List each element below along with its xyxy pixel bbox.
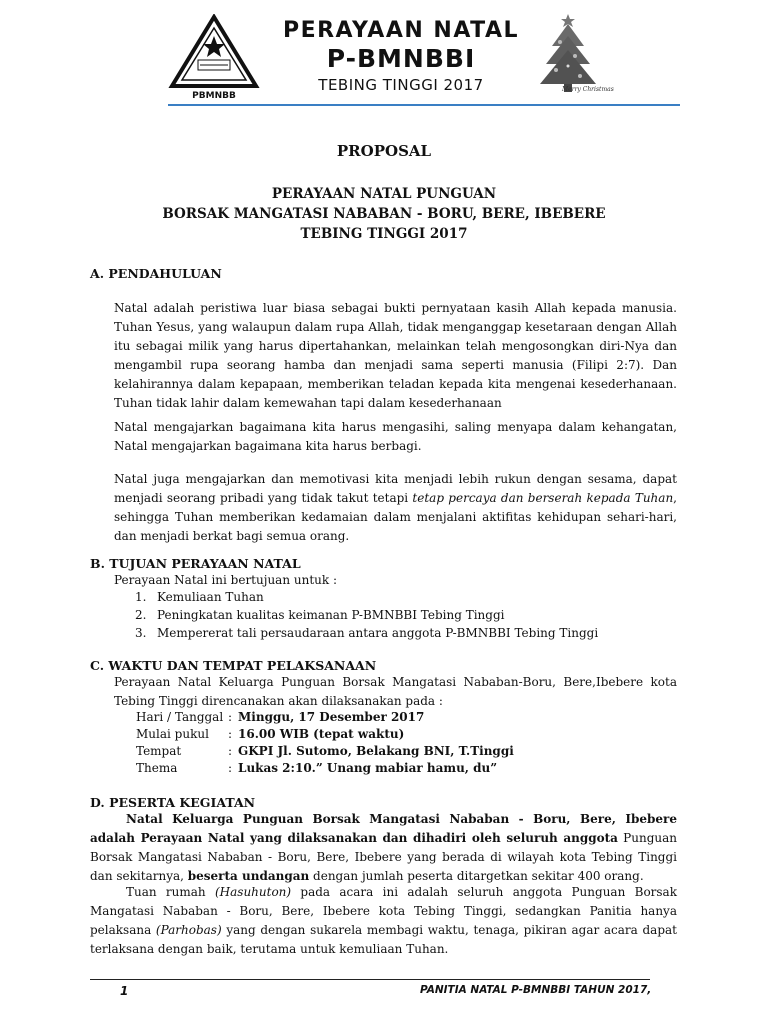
header-title-line2: P-BMNBBI bbox=[326, 44, 476, 73]
section-a-paragraph-1: Natal adalah peristiwa luar biasa sebagai bukti pernyataan kasih Allah kepada manusia. Tuhan Yesus, yang walaupun dalam rupa Allah, tidak menganggap kesetaraan dengan Allah itu sebagai milik yang harus dipertahankan, melainkan telah mengosongkan diri-Nya dan mengambil rupa seorang hamba dan menjadi sama seperti manusia (Filipi 2:7). Dan kelahirannya dalam kepapaan, memberikan teladan kepada kita mengenai kesederhanaan. Tuhan tidak lahir dalam kemewahan tapi dalam kesederhanaan bbox=[114, 301, 677, 410]
section-d-paragraph-1: Natal Keluarga Punguan Borsak Mangatasi Nababan - Boru, Bere, Ibebere adalah Perayaan Natal yang dilaksanakan dan dihadiri oleh seluruh anggota Punguan Borsak Mangatasi Nababan - Boru, Bere, Ibebere yang berada di wilayah kota Tebing Tinggi dan sekitarnya, beserta undangan dengan jumlah peserta ditargetkan sekitar 400 orang. bbox=[90, 812, 677, 883]
section-d-paragraph-2: Tuan rumah (Hasuhuton) pada acara ini adalah seluruh anggota Punguan Borsak Mangatasi Nababan - Boru, Bere, Ibebere kota Tebing Tinggi, sedangkan Panitia hanya pelaksana (Parhobas) yang dengan sukarela membagi waktu, tenaga, pikiran agar acara dapat terlaksana dengan baik, terutama untuk kemuliaan Tuhan. bbox=[90, 885, 677, 956]
list-item: 2. Peningkatan kualitas keimanan P-BMNBBI Tebing Tinggi bbox=[135, 608, 505, 622]
schedule-row-place: Tempat : GKPI Jl. Sutomo, Belakang BNI, T.Tinggi bbox=[136, 744, 514, 758]
header-title-line3: TEBING TINGGI 2017 bbox=[318, 76, 484, 94]
page-number: 1 bbox=[120, 984, 129, 998]
section-d-heading: D. PESERTA KEGIATAN bbox=[90, 795, 256, 810]
section-c-paragraph: Perayaan Natal Keluarga Punguan Borsak Mangatasi Nababan-Boru, Bere,Ibebere kota Tebing Tinggi direncanakan akan dilaksanakan pada : bbox=[114, 675, 677, 708]
schedule-row-time: Mulai pukul : 16.00 WIB (tepat waktu) bbox=[136, 727, 405, 741]
section-c-heading: C. WAKTU DAN TEMPAT PELAKSANAAN bbox=[90, 658, 377, 673]
footer-divider bbox=[90, 979, 650, 980]
section-a-paragraph-3: Natal juga mengajarkan dan memotivasi kita menjadi lebih rukun dengan sesama, dapat menjadi seorang pribadi yang tidak takut tetapi tetap percaya dan berserah kepada Tuhan, sehingga Tuhan memberikan kedamaian dalam menjalani aktifitas kehidupan sehari-hari, dan menjadi berkat bagi semua orang. bbox=[114, 472, 677, 543]
schedule-row-date: Hari / Tanggal : Minggu, 17 Desember 2017 bbox=[136, 710, 425, 724]
proposal-heading: PROPOSAL bbox=[336, 142, 432, 160]
schedule-row-theme: Thema : Lukas 2:10.” Unang mabiar hamu, du” bbox=[136, 761, 498, 775]
subtitle-line1: PERAYAAN NATAL PUNGUAN bbox=[271, 186, 497, 202]
subtitle-line2: BORSAK MANGATASI NABABAN - BORU, BERE, IBEBERE bbox=[162, 206, 606, 222]
list-item: 3. Mempererat tali persaudaraan antara anggota P-BMNBBI Tebing Tinggi bbox=[135, 626, 599, 640]
logo-text: PBMNBB bbox=[192, 91, 236, 101]
header-divider bbox=[168, 104, 680, 106]
list-item: 1. Kemuliaan Tuhan bbox=[135, 590, 264, 604]
footer-text: PANITIA NATAL P-BMNBBI TAHUN 2017, bbox=[420, 984, 652, 996]
subtitle-line3: TEBING TINGGI 2017 bbox=[300, 226, 468, 242]
header-title-line1: PERAYAAN NATAL bbox=[282, 18, 520, 43]
section-a-heading: A. PENDAHULUAN bbox=[90, 266, 222, 281]
section-b-heading: B. TUJUAN PERAYAAN NATAL bbox=[90, 556, 301, 571]
organization-logo bbox=[168, 14, 260, 102]
section-a-paragraph-2: Natal mengajarkan bagaimana kita harus mengasihi, saling menyapa dalam kehangatan, Natal mengajarkan bagaimana kita harus berbagi. bbox=[114, 420, 677, 453]
merry-christmas-text: Merry Christmas bbox=[562, 86, 614, 93]
goals-list bbox=[135, 588, 598, 642]
section-b-lead: Perayaan Natal ini bertujuan untuk : bbox=[114, 573, 338, 587]
